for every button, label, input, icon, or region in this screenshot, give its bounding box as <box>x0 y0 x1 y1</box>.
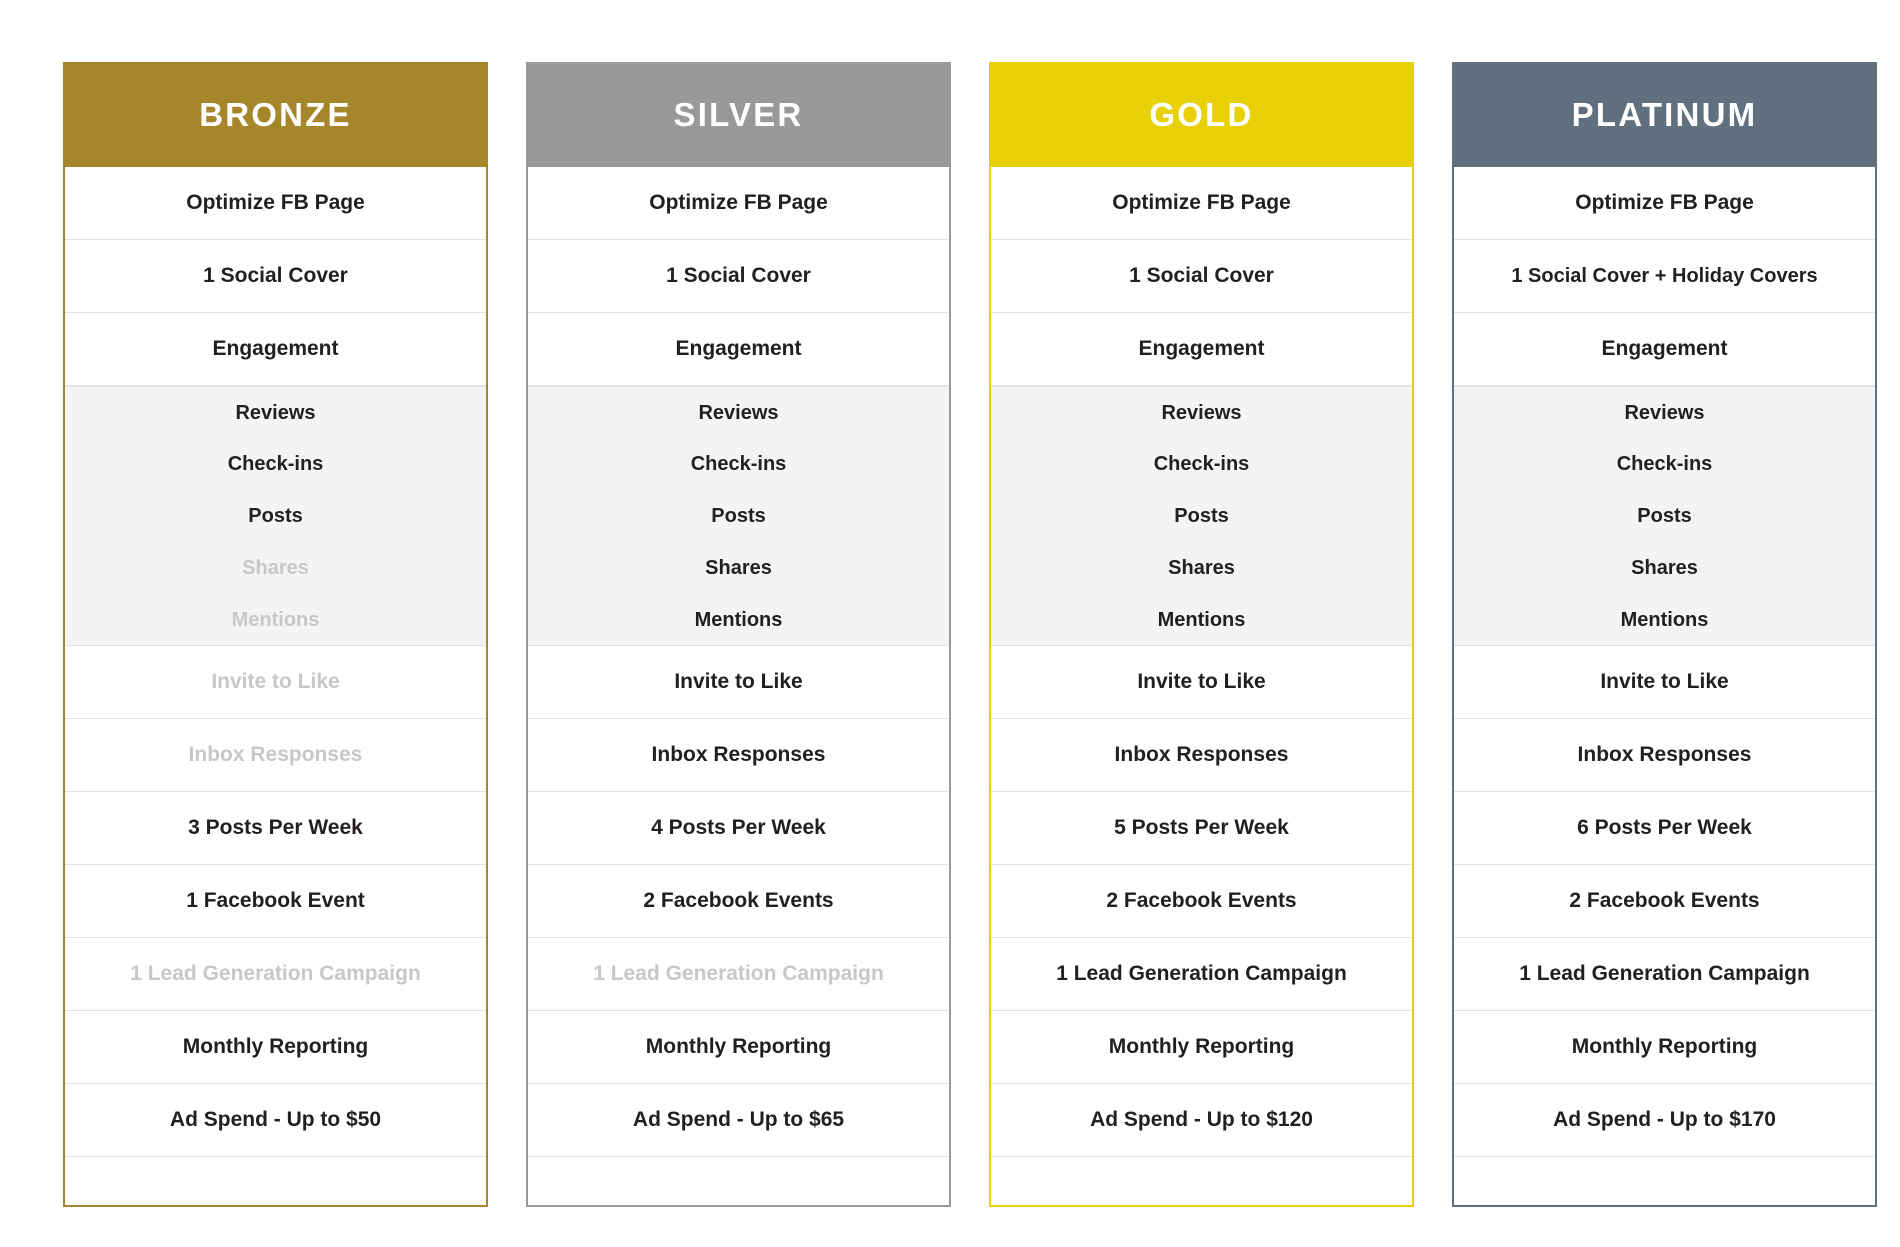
feature-row: Shares <box>528 542 949 594</box>
feature-row: Ad Spend - Up to $170 <box>1454 1084 1875 1157</box>
feature-row: 2 Facebook Events <box>528 865 949 938</box>
feature-row: Ad Spend - Up to $65 <box>528 1084 949 1157</box>
plan-column-platinum <box>1452 62 1877 1207</box>
feature-row: Optimize FB Page <box>1454 167 1875 240</box>
feature-row: Check-ins <box>65 438 486 490</box>
feature-row: Engagement <box>1454 313 1875 386</box>
feature-row: Mentions <box>528 594 949 646</box>
feature-row: Check-ins <box>528 438 949 490</box>
feature-row: 1 Lead Generation Campaign <box>1454 938 1875 1011</box>
feature-row: Optimize FB Page <box>991 167 1412 240</box>
plan-footer-spacer <box>65 1157 486 1205</box>
feature-row: Inbox Responses <box>528 719 949 792</box>
feature-row: Posts <box>528 490 949 542</box>
feature-row: 4 Posts Per Week <box>528 792 949 865</box>
feature-row: Shares <box>991 542 1412 594</box>
feature-row: Ad Spend - Up to $50 <box>65 1084 486 1157</box>
feature-row: 6 Posts Per Week <box>1454 792 1875 865</box>
feature-row: Check-ins <box>991 438 1412 490</box>
feature-row: Reviews <box>991 386 1412 438</box>
feature-row: Posts <box>1454 490 1875 542</box>
feature-row: 1 Lead Generation Campaign <box>991 938 1412 1011</box>
feature-row: Engagement <box>65 313 486 386</box>
feature-row: 3 Posts Per Week <box>65 792 486 865</box>
feature-row: Ad Spend - Up to $120 <box>991 1084 1412 1157</box>
feature-row: 1 Social Cover <box>991 240 1412 313</box>
plan-footer-spacer <box>528 1157 949 1205</box>
feature-row: 1 Social Cover <box>528 240 949 313</box>
plan-title: GOLD <box>991 62 1412 167</box>
plan-footer-spacer <box>991 1157 1412 1205</box>
feature-row: 1 Facebook Event <box>65 865 486 938</box>
feature-row: Check-ins <box>1454 438 1875 490</box>
feature-row: Reviews <box>528 386 949 438</box>
plan-footer-spacer <box>1454 1157 1875 1205</box>
feature-row: Invite to Like <box>528 646 949 719</box>
feature-row: Invite to Like <box>991 646 1412 719</box>
feature-row: 2 Facebook Events <box>1454 865 1875 938</box>
feature-row: Posts <box>65 490 486 542</box>
feature-row: 2 Facebook Events <box>991 865 1412 938</box>
feature-row: Reviews <box>1454 386 1875 438</box>
feature-row: Invite to Like <box>65 646 486 719</box>
feature-list <box>991 167 1412 1205</box>
feature-row: Mentions <box>1454 594 1875 646</box>
feature-row: Engagement <box>528 313 949 386</box>
feature-row: 5 Posts Per Week <box>991 792 1412 865</box>
feature-row: Monthly Reporting <box>1454 1011 1875 1084</box>
feature-row: Monthly Reporting <box>528 1011 949 1084</box>
feature-row: Engagement <box>991 313 1412 386</box>
feature-row: Mentions <box>65 594 486 646</box>
feature-row: Inbox Responses <box>1454 719 1875 792</box>
plan-title: BRONZE <box>65 62 486 167</box>
feature-row: Optimize FB Page <box>528 167 949 240</box>
feature-list <box>65 167 486 1205</box>
feature-row: 1 Lead Generation Campaign <box>65 938 486 1011</box>
feature-row: Monthly Reporting <box>65 1011 486 1084</box>
feature-row: Posts <box>991 490 1412 542</box>
plan-column-silver <box>526 62 951 1207</box>
feature-row: 1 Social Cover <box>65 240 486 313</box>
feature-row: Shares <box>65 542 486 594</box>
feature-list <box>528 167 949 1205</box>
plan-column-bronze <box>63 62 488 1207</box>
plan-title: PLATINUM <box>1454 62 1875 167</box>
feature-row: Shares <box>1454 542 1875 594</box>
feature-row: Inbox Responses <box>65 719 486 792</box>
feature-row: Optimize FB Page <box>65 167 486 240</box>
feature-row: Monthly Reporting <box>991 1011 1412 1084</box>
plan-column-gold <box>989 62 1414 1207</box>
feature-row: Inbox Responses <box>991 719 1412 792</box>
plan-title: SILVER <box>528 62 949 167</box>
feature-row: Invite to Like <box>1454 646 1875 719</box>
feature-row: 1 Lead Generation Campaign <box>528 938 949 1011</box>
feature-list <box>1454 167 1875 1205</box>
feature-row: 1 Social Cover + Holiday Covers <box>1454 240 1875 313</box>
feature-row: Reviews <box>65 386 486 438</box>
feature-row: Mentions <box>991 594 1412 646</box>
